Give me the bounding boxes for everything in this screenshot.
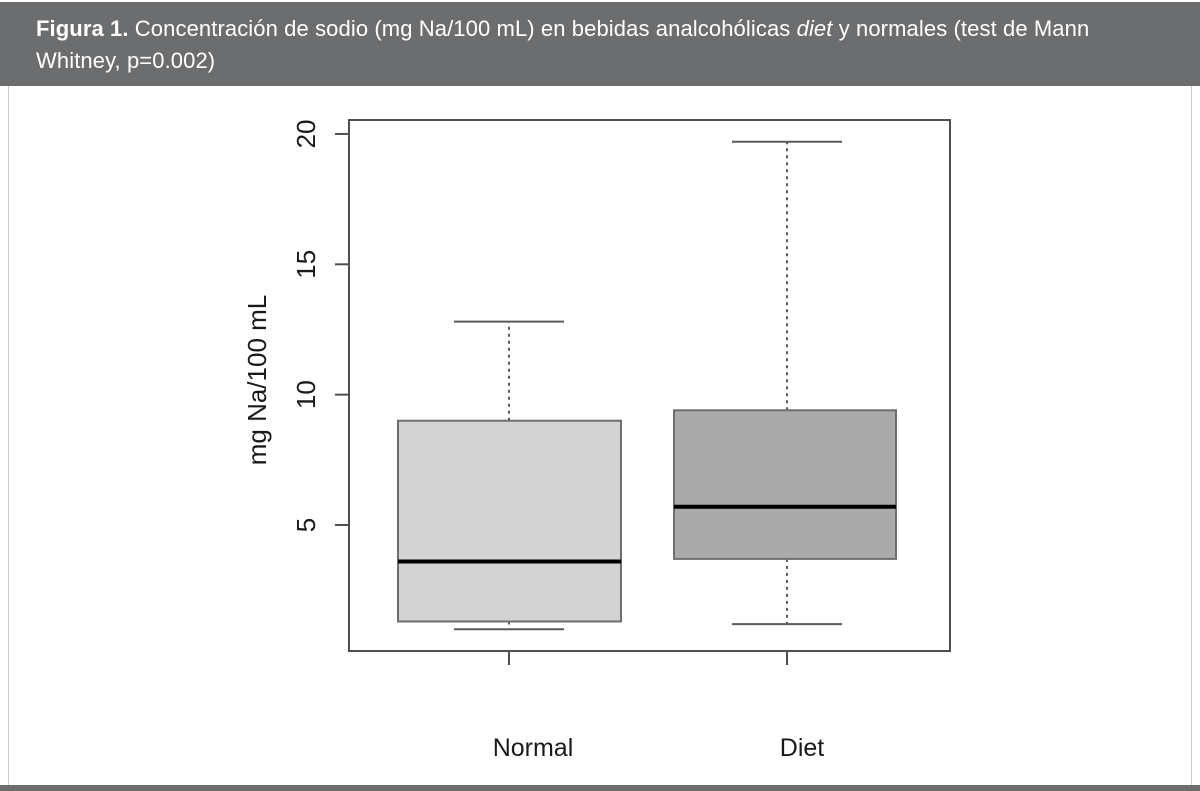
y-tick-label: 20	[290, 119, 321, 149]
x-category-label-diet: Diet	[779, 734, 825, 762]
figure-caption-text-after: y normales (test de Mann Whitney, p=0.002)	[36, 16, 1090, 73]
y-tick-label: 10	[290, 380, 321, 410]
box-normal	[398, 421, 621, 622]
boxplot-chart	[9, 86, 1192, 785]
figure-caption-bar	[0, 2, 1200, 86]
x-category-label-normal: Normal	[492, 734, 574, 762]
figure-caption-label: Figura 1.	[36, 16, 129, 41]
y-tick-label: 15	[290, 249, 321, 279]
y-axis-title: mg Na/100 mL	[241, 294, 272, 466]
figure-caption-text-before: Concentración de sodio (mg Na/100 mL) en bebidas analcohólicas	[128, 16, 797, 41]
next-figure-bar-edge	[0, 785, 1200, 791]
figure-caption-italic-word: diet	[796, 16, 833, 41]
chart-panel	[8, 86, 1192, 785]
y-tick-label: 5	[290, 517, 321, 533]
box-diet	[674, 410, 896, 559]
